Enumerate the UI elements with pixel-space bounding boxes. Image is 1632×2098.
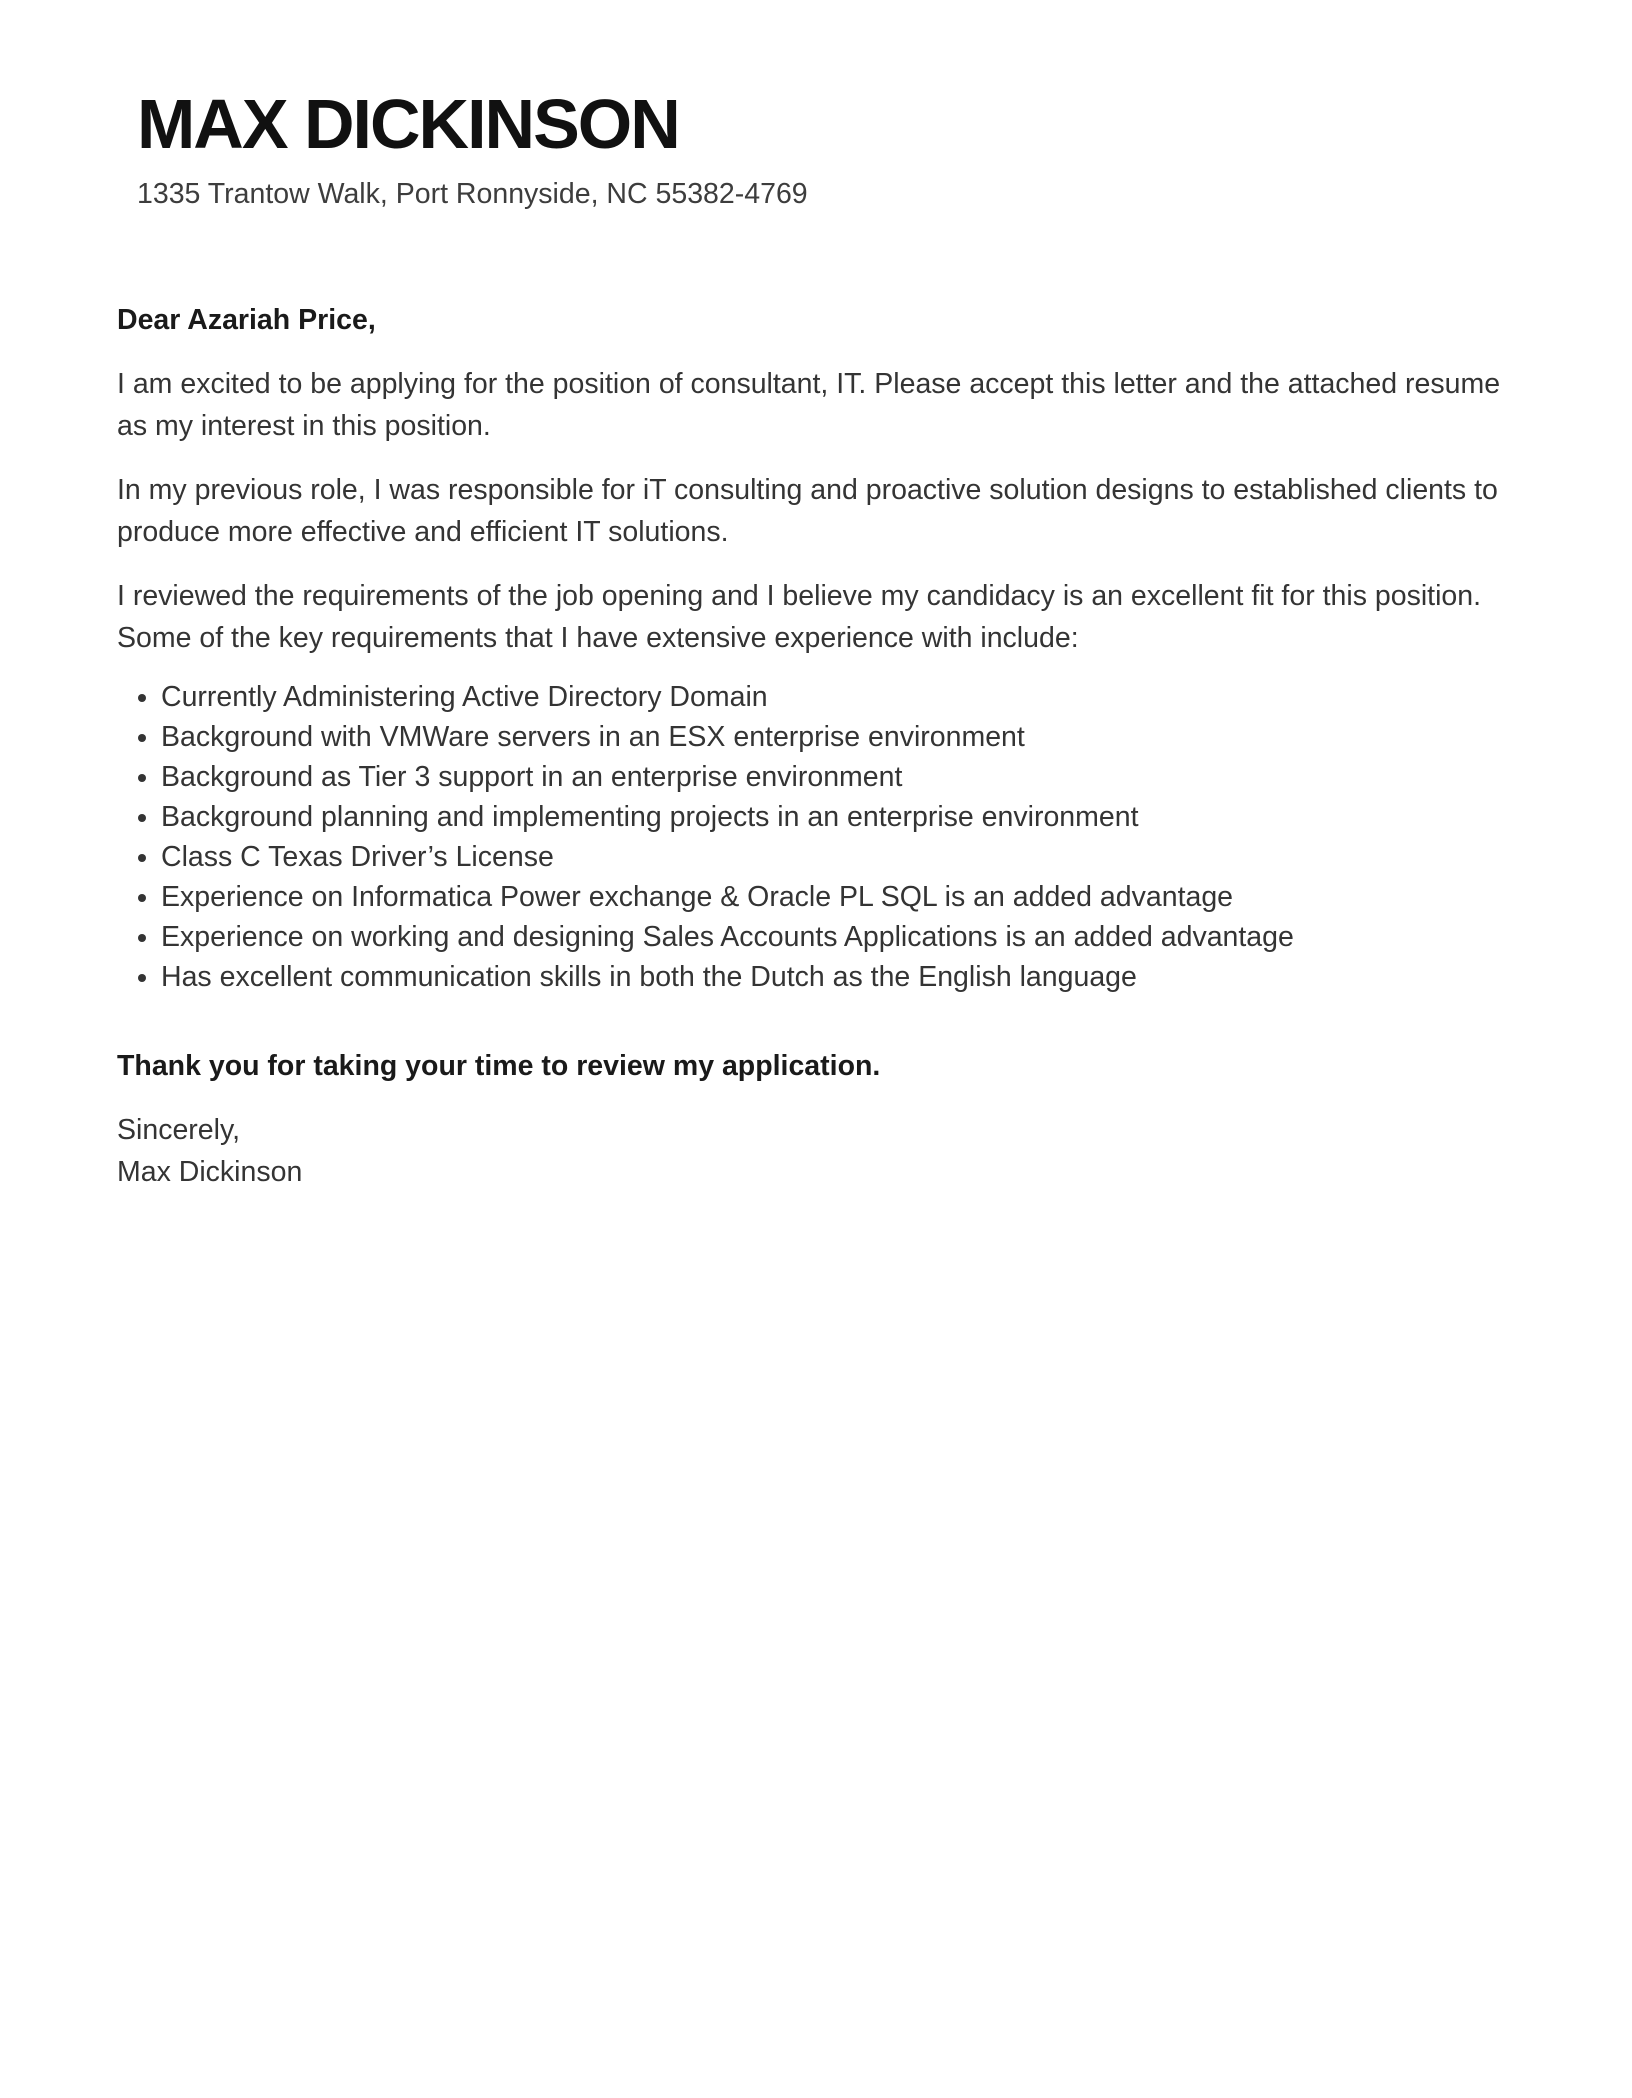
signature-block	[117, 1109, 1515, 1193]
requirement-item: • Background as Tier 3 support in an enterprise environment	[161, 757, 1515, 797]
requirement-item: • Background with VMWare servers in an ESX enterprise environment	[161, 717, 1515, 757]
letter-header	[137, 84, 1515, 215]
requirement-item: • Currently Administering Active Directory Domain	[161, 677, 1515, 717]
paragraph-requirements-lead: I reviewed the requirements of the job opening and I believe my candidacy is an excellent fit for this position. Some of the key requirements that I have extensive experience with include:	[117, 579, 1482, 654]
requirement-item: • Experience on working and designing Sales Accounts Applications is an added advantage	[161, 917, 1515, 957]
candidate-name: MAX DICKINSON	[137, 85, 679, 163]
requirement-item: • Background planning and implementing projects in an enterprise environment	[161, 797, 1515, 837]
requirement-item: • Has excellent communication skills in both the Dutch as the English language	[161, 957, 1515, 997]
requirement-item: • Experience on Informatica Power exchange & Oracle PL SQL is an added advantage	[161, 877, 1515, 917]
closing-thank-you-line: Thank you for taking your time to review my application.	[117, 1049, 881, 1082]
candidate-address: 1335 Trantow Walk, Port Ronnyside, NC 55382-4769	[137, 177, 808, 210]
signature-name: Max Dickinson	[117, 1155, 303, 1188]
greeting-line: Dear Azariah Price,	[117, 303, 376, 336]
requirements-list	[117, 677, 1515, 997]
paragraph-intro: I am excited to be applying for the position of consultant, IT. Please accept this letter and the attached resume as my interest in this position.	[117, 367, 1501, 442]
signoff-line: Sincerely,	[117, 1113, 241, 1146]
letter-body	[117, 299, 1515, 1193]
paragraph-previous-role: In my previous role, I was responsible for iT consulting and proactive solution designs to established clients to produce more effective and efficient IT solutions.	[117, 473, 1498, 548]
requirement-item: • Class C Texas Driver’s License	[161, 837, 1515, 877]
